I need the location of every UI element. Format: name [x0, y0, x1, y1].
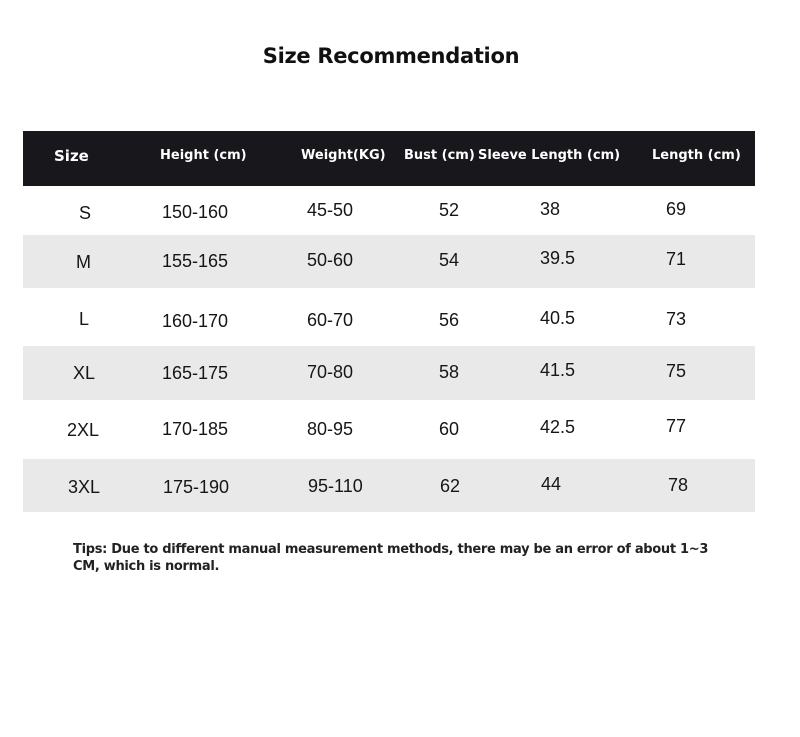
cell-height: 175-190	[163, 477, 230, 497]
header-sleeve-length: Sleeve Length (cm)	[478, 148, 621, 163]
table-header-row	[23, 131, 755, 186]
cell-sleeve-length: 38	[540, 199, 561, 219]
table-row	[23, 346, 755, 400]
cell-weight: 95-110	[308, 476, 363, 496]
cell-size: XL	[73, 363, 96, 383]
page-title: Size Recommendation	[262, 44, 520, 68]
cell-bust: 52	[439, 200, 460, 220]
cell-bust: 58	[439, 362, 460, 382]
header-height: Height (cm)	[160, 148, 247, 163]
size-table	[23, 131, 755, 512]
cell-bust: 56	[439, 310, 460, 330]
cell-size: 2XL	[67, 420, 100, 440]
cell-sleeve-length: 41.5	[540, 360, 576, 380]
table-row	[23, 400, 755, 459]
cell-length: 75	[666, 361, 687, 381]
cell-weight: 45-50	[307, 200, 354, 220]
cell-height: 155-165	[162, 251, 229, 271]
cell-height: 150-160	[162, 202, 229, 222]
cell-height: 165-175	[162, 363, 229, 383]
cell-length: 73	[666, 309, 687, 329]
cell-bust: 60	[439, 419, 460, 439]
cell-bust: 54	[439, 250, 460, 270]
cell-size: L	[79, 309, 90, 329]
cell-length: 77	[666, 416, 687, 436]
cell-sleeve-length: 44	[541, 474, 562, 494]
cell-weight: 80-95	[307, 419, 354, 439]
header-length: Length (cm)	[652, 148, 741, 163]
cell-size: M	[76, 252, 91, 272]
cell-sleeve-length: 39.5	[540, 248, 576, 268]
cell-height: 160-170	[162, 311, 229, 331]
cell-weight: 60-70	[307, 310, 354, 330]
table-row	[23, 235, 755, 288]
header-bust: Bust (cm)	[404, 148, 475, 163]
cell-sleeve-length: 42.5	[540, 417, 576, 437]
cell-size: S	[79, 203, 92, 223]
cell-length: 78	[668, 475, 689, 495]
tips-note: Tips: Due to different manual measurement methods, there may be an error of about 1~3 CM, which is normal.	[73, 542, 709, 574]
cell-weight: 50-60	[307, 250, 354, 270]
cell-size: 3XL	[68, 477, 101, 497]
cell-length: 71	[666, 249, 687, 269]
table-row	[23, 288, 755, 346]
header-weight: Weight(KG)	[301, 148, 386, 163]
table-row	[23, 459, 755, 512]
cell-height: 170-185	[162, 419, 229, 439]
header-size: Size	[54, 147, 89, 165]
cell-bust: 62	[440, 476, 461, 496]
table-row	[23, 186, 755, 235]
cell-weight: 70-80	[307, 362, 354, 382]
cell-sleeve-length: 40.5	[540, 308, 576, 328]
cell-length: 69	[666, 199, 687, 219]
